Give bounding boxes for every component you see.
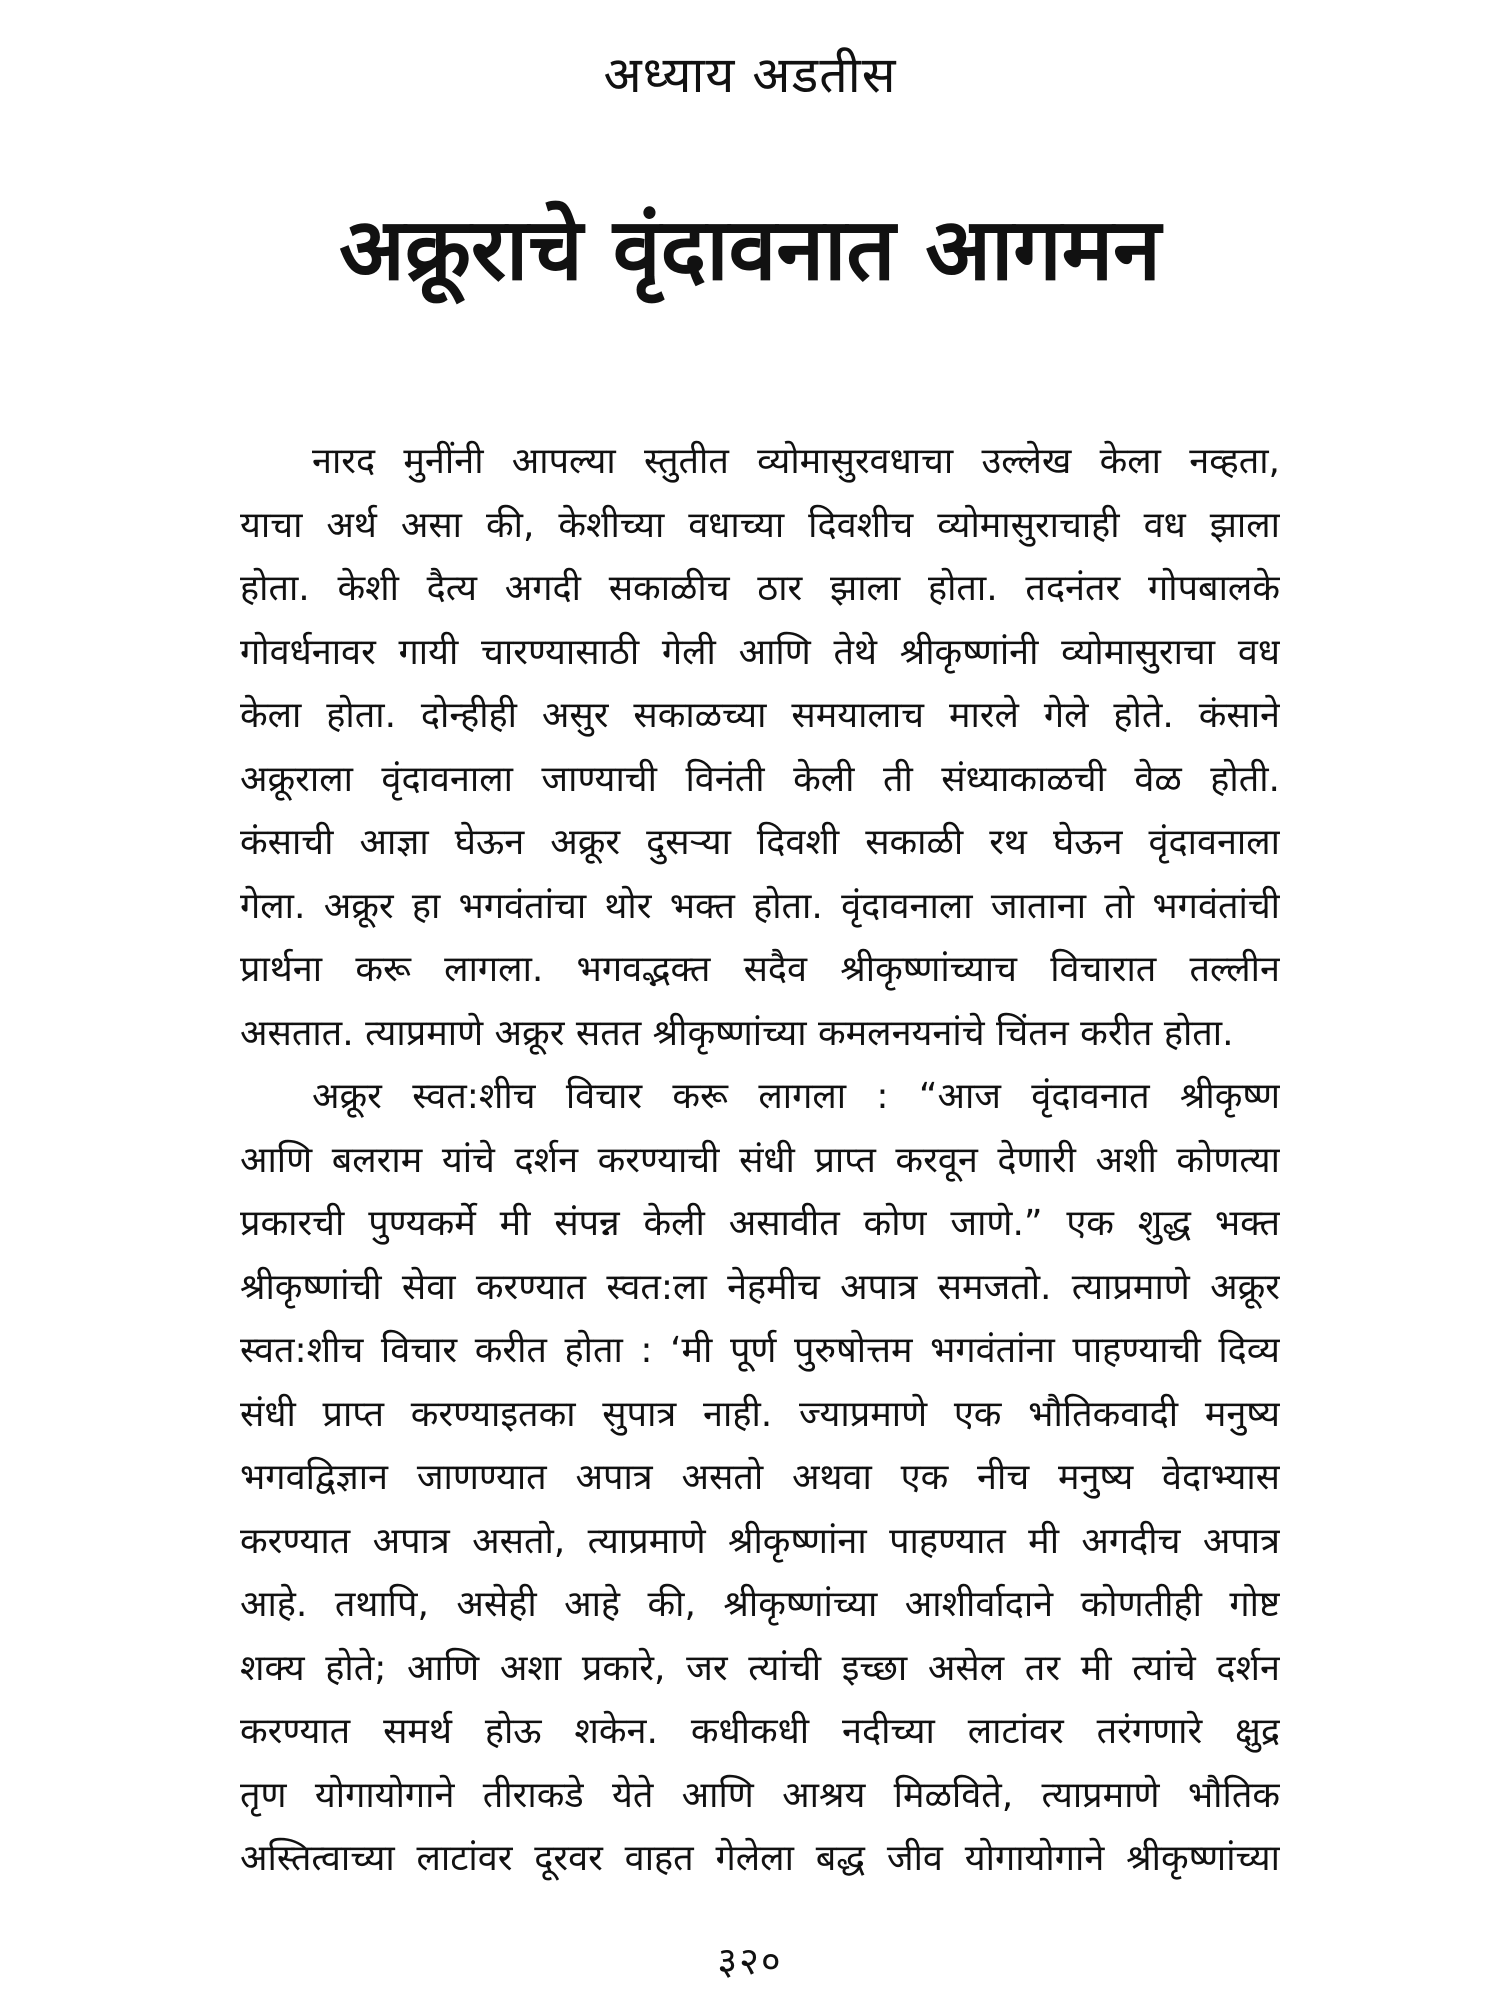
text-line: करण्यात अपात्र असतो, त्याप्रमाणे श्रीकृष्णांना पाहण्यात मी अगदीच अपात्र <box>240 1520 1280 1562</box>
text-line: भगवद्विज्ञान जाणण्यात अपात्र असतो अथवा एक नीच मनुष्य वेदाभ्यास <box>240 1457 1280 1498</box>
text-line: स्वत:शीच विचार करीत होता : ‘मी पूर्ण पुरुषोत्तम भगवंतांना पाहण्याची दिव्य <box>240 1330 1280 1371</box>
body-text <box>240 430 1280 1891</box>
text-line: अक्रूर स्वत:शीच विचार करू लागला : “आज वृंदावनात श्रीकृष्ण <box>312 1076 1280 1117</box>
text-line: प्रकारची पुण्यकर्मे मी संपन्न केली असावीत कोण जाणे.” एक शुद्ध भक्त <box>240 1203 1280 1244</box>
text-line: केला होता. दोन्हीही असुर सकाळच्या समयालाच मारले गेले होते. कंसाने <box>240 695 1280 736</box>
page-number: ३२० <box>717 1939 783 1983</box>
text-line: आणि बलराम यांचे दर्शन करण्याची संधी प्राप्त करवून देणारी अशी कोणत्या <box>240 1139 1280 1181</box>
text-line: होता. केशी दैत्य अगदी सकाळीच ठार झाला होता. तदनंतर गोपबालके <box>240 568 1280 609</box>
text-line: करण्यात समर्थ होऊ शकेन. कधीकधी नदीच्या लाटांवर तरंगणारे क्षुद्र <box>240 1711 1280 1752</box>
text-line: कंसाची आज्ञा घेऊन अक्रूर दुसऱ्या दिवशी सकाळी रथ घेऊन वृंदावनाला <box>240 822 1280 863</box>
chapter-label: अध्याय अडतीस <box>603 46 897 104</box>
text-line: अक्रूराला वृंदावनाला जाण्याची विनंती केली ती संध्याकाळची वेळ होती. <box>240 758 1280 800</box>
text-line: आहे. तथापि, असेही आहे की, श्रीकृष्णांच्या आशीर्वादाने कोणतीही गोष्ट <box>240 1584 1280 1625</box>
text-line: तृण योगायोगाने तीराकडे येते आणि आश्रय मिळविते, त्याप्रमाणे भौतिक <box>240 1774 1280 1816</box>
text-line: शक्य होते; आणि अशा प्रकारे, जर त्यांची इच्छा असेल तर मी त्यांचे दर्शन <box>240 1647 1280 1689</box>
text-line: गेला. अक्रूर हा भगवंतांचा थोर भक्त होता. वृंदावनाला जाताना तो भगवंतांची <box>240 885 1280 927</box>
text-line: गोवर्धनावर गायी चारण्यासाठी गेली आणि तेथे श्रीकृष्णांनी व्योमासुराचा वध <box>240 631 1280 673</box>
text-line: याचा अर्थ असा की, केशीच्या वधाच्या दिवशीच व्योमासुराचाही वध झाला <box>240 504 1280 546</box>
text-line: श्रीकृष्णांची सेवा करण्यात स्वत:ला नेहमीच अपात्र समजतो. त्याप्रमाणे अक्रूर <box>240 1266 1280 1308</box>
chapter-title: अक्रूराचे वृंदावनात आगमन <box>339 200 1161 300</box>
text-line: असतात. त्याप्रमाणे अक्रूर सतत श्रीकृष्णांच्या कमलनयनांचे चिंतन करीत होता. <box>240 1012 1234 1054</box>
text-line: अस्तित्वाच्या लाटांवर दूरवर वाहत गेलेला बद्ध जीव योगायोगाने श्रीकृष्णांच्या <box>240 1838 1280 1879</box>
text-line: संधी प्राप्त करण्याइतका सुपात्र नाही. ज्याप्रमाणे एक भौतिकवादी मनुष्य <box>240 1393 1280 1435</box>
text-line: प्रार्थना करू लागला. भगवद्भक्त सदैव श्रीकृष्णांच्याच विचारात तल्लीन <box>240 949 1280 990</box>
text-line: नारद मुनींनी आपल्या स्तुतीत व्योमासुरवधाचा उल्लेख केला नव्हता, <box>312 441 1280 482</box>
